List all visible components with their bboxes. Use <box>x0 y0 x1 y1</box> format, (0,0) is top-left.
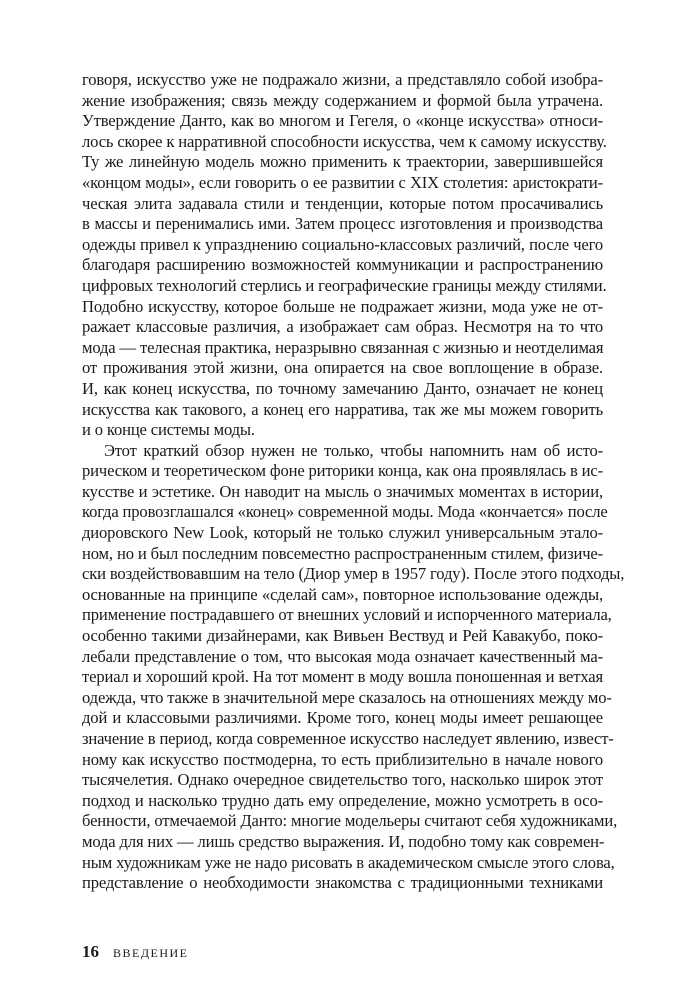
text-line: И, как конец искусства, по точному замечанию Данто, означает не конец <box>82 378 603 398</box>
text-line: благодаря расширению возможностей коммуникации и распространению <box>82 255 603 275</box>
text-line: основанные на принципе «сделай сам», повторное использование одежды, <box>82 584 603 604</box>
text-line: бенности, отмечаемой Данто: многие модельеры считают себя художниками, <box>82 811 618 831</box>
text-line: Утверждение Данто, как во многом и Гегеля, о «конце искусства» относи- <box>82 111 603 131</box>
text-line: ному как искусство постмодерна, то есть приблизительно в начале нового <box>82 749 603 769</box>
text-line: говоря, искусство уже не подражало жизни, а представляло собой изобра- <box>82 70 603 89</box>
text-line: «концом моды», если говорить о ее развитии с XIX столетия: аристократи- <box>82 172 603 192</box>
text-line: жение изображения; связь между содержанием и формой была утрачена. <box>82 90 603 110</box>
text-line: представление о необходимости знакомства с традиционными техниками <box>82 873 603 893</box>
text-line: тысячелетия. Однако очередное свидетельство того, насколько широк этот <box>82 770 603 790</box>
text-line: цифровых технологий стерлись и географические границы между стилями. <box>82 275 607 295</box>
text-line: рическом и теоретическом фоне риторики конца, как она проявлялась в ис- <box>82 461 603 481</box>
text-line: диоровского New Look, который не только служил универсальным этало- <box>82 523 603 543</box>
text-line: применение пострадавшего от внешних условий и испорченного материала, <box>82 605 612 625</box>
text-line: ным художникам уже не надо рисовать в академическом смысле этого слова, <box>82 852 615 872</box>
text-line: особенно такими дизайнерами, как Вивьен Вествуд и Рей Кавакубо, поко- <box>82 626 603 646</box>
page-number: 16 <box>82 942 99 961</box>
running-section-title: ВВЕДЕНИЕ <box>113 946 189 960</box>
text-line: ражает классовые различия, а изображает сам образ. Несмотря на то что <box>82 317 603 337</box>
text-line: лось скорее к нарративной способности искусства, чем к самому искусству. <box>82 131 607 151</box>
text-line: Ту же линейную модель можно применить к траектории, завершившейся <box>82 152 603 172</box>
paragraph <box>82 70 607 441</box>
text-line: ном, но и был последним повсеместно распространенным стилем, физиче- <box>82 543 603 563</box>
text-line: одежды привел к упразднению социально-классовых различий, после чего <box>82 234 603 254</box>
text-line: искусства как такового, а конец его нарратива, так же мы можем говорить <box>82 399 603 419</box>
text-line: от проживания этой жизни, она опирается на свое воплощение в образе. <box>82 358 603 378</box>
text-line: мода для них — лишь средство выражения. И, подобно тому как современ- <box>82 831 605 851</box>
text-line: в массы и перенимались ими. Затем процесс изготовления и производства <box>82 214 603 234</box>
body-text <box>82 70 625 894</box>
text-line: лебали представление о том, что высокая мода означает качественный ма- <box>82 646 603 666</box>
text-line: ческая элита задавала стили и тенденции, которые потом просачивались <box>82 193 603 213</box>
text-line: значение в период, когда современное искусство наследует явлению, извест- <box>82 729 614 748</box>
text-line: подход и насколько трудно дать ему определение, можно усмотреть в осо- <box>82 790 603 810</box>
page-footer <box>82 940 189 965</box>
text-line: мода — телесная практика, неразрывно связанная с жизнью и неотделимая <box>82 337 604 357</box>
text-line: Подобно искусству, которое больше не подражает жизни, мода уже не от- <box>82 296 603 316</box>
text-line: кусстве и эстетике. Он наводит на мысль о значимых моментах в истории, <box>82 481 603 501</box>
text-line: и о конце системы моды. <box>82 420 255 440</box>
paragraph <box>82 440 625 894</box>
text-line: дой и классовыми различиями. Кроме того, конец моды имеет решающее <box>82 708 603 728</box>
text-line: когда провозглашался «конец» современной моды. Мода «кончается» после <box>82 502 608 522</box>
text-line: одежда, что также в значительной мере сказалось на отношениях между мо- <box>82 687 612 707</box>
text-line: Этот краткий обзор нужен не только, чтобы напомнить нам об исто- <box>104 440 603 460</box>
text-line: териал и хороший крой. На тот момент в моду вошла поношенная и ветхая <box>82 667 603 687</box>
text-line: ски воздействовавшим на тело (Диор умер в 1957 году). После этого подходы, <box>82 564 625 584</box>
